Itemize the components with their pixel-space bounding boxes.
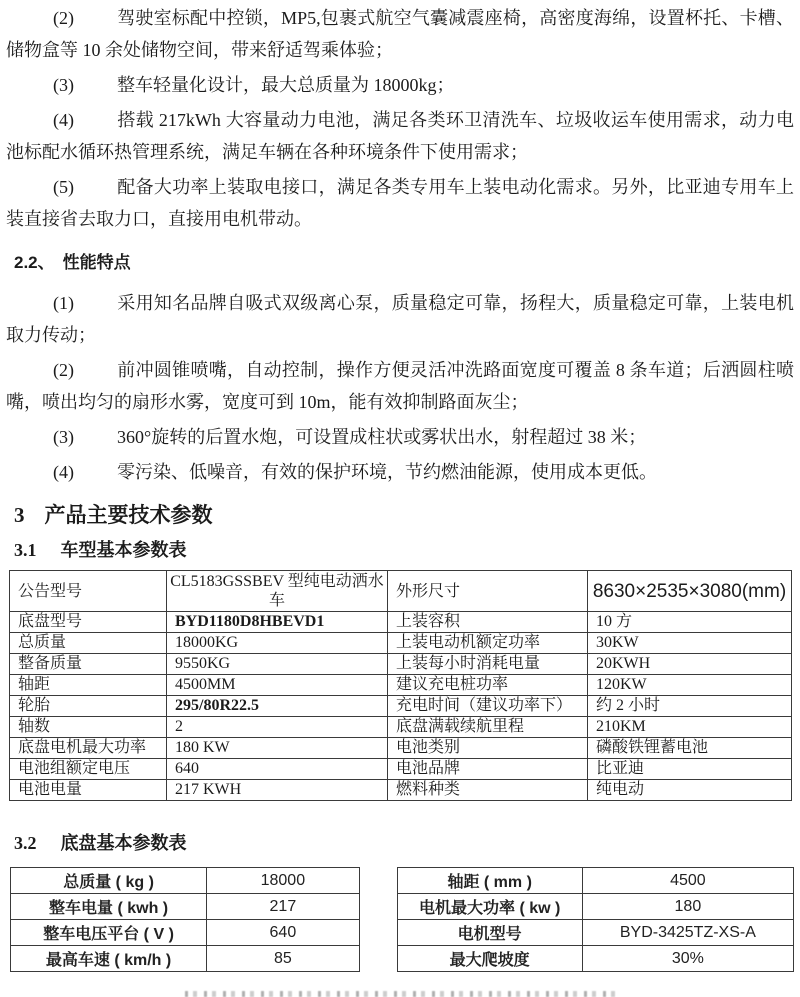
- param-label-cell: 电池品牌: [388, 759, 588, 780]
- param-value-cell: 4500: [582, 868, 793, 894]
- param-label-cell: 轴距 ( mm ): [397, 868, 582, 894]
- param-value-cell: 10 方: [588, 612, 792, 633]
- param-label-cell: 整备质量: [10, 654, 167, 675]
- paragraph-text: 前冲圆锥喷嘴，自动控制，操作方便灵活冲洗路面宽度可覆盖 8 条车道；后洒圆柱喷嘴，喷出均匀的扇形水雾，宽度可到 10m，能有效抑制路面灰尘；: [6, 360, 794, 412]
- param-label-cell: 底盘型号: [10, 612, 167, 633]
- param-value-cell: 20KWH: [588, 654, 792, 675]
- paragraph-item: [6, 69, 794, 101]
- vehicle-params-table: [9, 570, 792, 801]
- param-value-cell: BYD1180D8HBEVD1: [167, 612, 388, 633]
- chassis-right-table-body: [397, 868, 793, 972]
- param-label-cell: 总质量: [10, 633, 167, 654]
- paragraph-text: 配备大功率上装取电接口，满足各类专用车上装电动化需求。另外，比亚迪专用车上装直接省去取力口，直接用电机带动。: [6, 177, 794, 229]
- param-label-cell: 电机最大功率 ( kw ): [397, 894, 582, 920]
- param-label-cell: 电池电量: [10, 780, 167, 801]
- param-label-cell: 电池类别: [388, 738, 588, 759]
- table-row: [10, 780, 792, 801]
- heading-number: 3.2: [14, 833, 37, 853]
- param-label-cell: 充电时间（建议功率下）: [388, 696, 588, 717]
- param-label-cell: 轮胎: [10, 696, 167, 717]
- paragraph-text: 整车轻量化设计，最大总质量为 18000kg；: [117, 75, 455, 95]
- paragraph-item: [6, 171, 794, 235]
- param-value-cell: 30KW: [588, 633, 792, 654]
- paragraph-item: [6, 2, 794, 66]
- vehicle-params-table-body: [10, 571, 792, 801]
- table-row: [11, 894, 360, 920]
- heading-number: 2.2、: [14, 253, 55, 272]
- table-row: [10, 612, 792, 633]
- param-label-cell: 公告型号: [10, 571, 167, 612]
- paragraph-item: [6, 421, 794, 453]
- param-value-cell: CL5183GSSBEV 型纯电动洒水车: [167, 571, 388, 612]
- section-2-2-heading: [14, 251, 794, 275]
- table-row: [397, 894, 793, 920]
- param-label-cell: 底盘满载续航里程: [388, 717, 588, 738]
- param-value-cell: 磷酸铁锂蓄电池: [588, 738, 792, 759]
- param-value-cell: 比亚迪: [588, 759, 792, 780]
- paragraph-text: 零污染、低噪音，有效的保护环境，节约燃油能源，使用成本更低。: [117, 462, 657, 482]
- chassis-left-table-body: [11, 868, 360, 972]
- param-label-cell: 整车电压平台 ( V ): [11, 920, 207, 946]
- table-row: [397, 920, 793, 946]
- param-label-cell: 建议充电桩功率: [388, 675, 588, 696]
- param-value-cell: 640: [207, 920, 359, 946]
- section-3-1-heading: [14, 538, 794, 562]
- section-3-2-heading: [14, 831, 794, 855]
- param-label-cell: 上装每小时消耗电量: [388, 654, 588, 675]
- param-label-cell: 上装电动机额定功率: [388, 633, 588, 654]
- param-label-cell: 底盘电机最大功率: [10, 738, 167, 759]
- param-label-cell: 电机型号: [397, 920, 582, 946]
- param-label-cell: 整车电量 ( kwh ): [11, 894, 207, 920]
- heading-title: 底盘基本参数表: [60, 833, 187, 853]
- param-label-cell: 最高车速 ( km/h ): [11, 946, 207, 972]
- heading-number: 3: [14, 503, 25, 527]
- param-value-cell: 4500MM: [167, 675, 388, 696]
- table-row: [10, 571, 792, 612]
- table-row: [10, 759, 792, 780]
- table-row: [10, 654, 792, 675]
- param-value-cell: 120KW: [588, 675, 792, 696]
- param-label-cell: 总质量 ( kg ): [11, 868, 207, 894]
- section-3-heading: [14, 500, 794, 530]
- param-label-cell: 轴数: [10, 717, 167, 738]
- param-value-cell: 8630×2535×3080(mm): [588, 571, 792, 612]
- param-value-cell: 18000KG: [167, 633, 388, 654]
- param-label-cell: 最大爬坡度: [397, 946, 582, 972]
- param-value-cell: 18000: [207, 868, 359, 894]
- paragraph-number: (5): [53, 177, 74, 197]
- paragraph-number: (1): [53, 293, 74, 313]
- heading-title: 性能特点: [62, 253, 131, 272]
- heading-title: 车型基本参数表: [60, 540, 187, 560]
- paragraph-text: 驾驶室标配中控锁，MP5,包裹式航空气囊减震座椅，高密度海绵，设置杯托、卡槽、储物盒等 10 余处储物空间，带来舒适驾乘体验；: [6, 8, 794, 60]
- heading-title: 产品主要技术参数: [44, 503, 213, 527]
- paragraph-number: (2): [53, 8, 74, 28]
- param-value-cell: 217: [207, 894, 359, 920]
- param-label-cell: 轴距: [10, 675, 167, 696]
- table-row: [11, 868, 360, 894]
- paragraph-number: (3): [53, 75, 74, 95]
- paragraph-item: [6, 456, 794, 488]
- table-row: [397, 868, 793, 894]
- table-row: [10, 675, 792, 696]
- param-value-cell: 30%: [582, 946, 793, 972]
- paragraph-number: (4): [53, 462, 74, 482]
- param-value-cell: 217 KWH: [167, 780, 388, 801]
- top-paragraphs: [6, 2, 794, 235]
- clipped-next-line-artifact: [185, 991, 615, 997]
- table-row: [10, 696, 792, 717]
- param-value-cell: 85: [207, 946, 359, 972]
- param-value-cell: BYD-3425TZ-XS-A: [582, 920, 793, 946]
- chassis-tables: [10, 867, 794, 972]
- paragraph-number: (2): [53, 360, 74, 380]
- table-row: [10, 717, 792, 738]
- table-row: [10, 633, 792, 654]
- section-2-2-items: [6, 287, 794, 488]
- param-label-cell: 外形尺寸: [388, 571, 588, 612]
- param-label-cell: 燃料种类: [388, 780, 588, 801]
- table-row: [11, 946, 360, 972]
- paragraph-item: [6, 287, 794, 351]
- param-value-cell: 约 2 小时: [588, 696, 792, 717]
- param-value-cell: 180: [582, 894, 793, 920]
- param-value-cell: 640: [167, 759, 388, 780]
- table-row: [10, 738, 792, 759]
- table-row: [11, 920, 360, 946]
- param-value-cell: 295/80R22.5: [167, 696, 388, 717]
- param-value-cell: 180 KW: [167, 738, 388, 759]
- param-value-cell: 2: [167, 717, 388, 738]
- paragraph-text: 搭载 217kWh 大容量动力电池，满足各类环卫清洗车、垃圾收运车使用需求，动力电池标配水循环热管理系统，满足车辆在各种环境条件下使用需求；: [6, 110, 794, 162]
- table-row: [397, 946, 793, 972]
- chassis-right-table: [397, 867, 794, 972]
- param-value-cell: 纯电动: [588, 780, 792, 801]
- paragraph-item: [6, 104, 794, 168]
- param-label-cell: 上装容积: [388, 612, 588, 633]
- param-value-cell: 210KM: [588, 717, 792, 738]
- param-value-cell: 9550KG: [167, 654, 388, 675]
- paragraph-number: (3): [53, 427, 74, 447]
- paragraph-text: 360°旋转的后置水炮，可设置成柱状或雾状出水，射程超过 38 米；: [117, 427, 647, 447]
- chassis-left-table: [10, 867, 360, 972]
- param-label-cell: 电池组额定电压: [10, 759, 167, 780]
- heading-number: 3.1: [14, 540, 37, 560]
- paragraph-number: (4): [53, 110, 74, 130]
- paragraph-item: [6, 354, 794, 418]
- paragraph-text: 采用知名品牌自吸式双级离心泵，质量稳定可靠，扬程大，质量稳定可靠，上装电机取力传动；: [6, 293, 794, 345]
